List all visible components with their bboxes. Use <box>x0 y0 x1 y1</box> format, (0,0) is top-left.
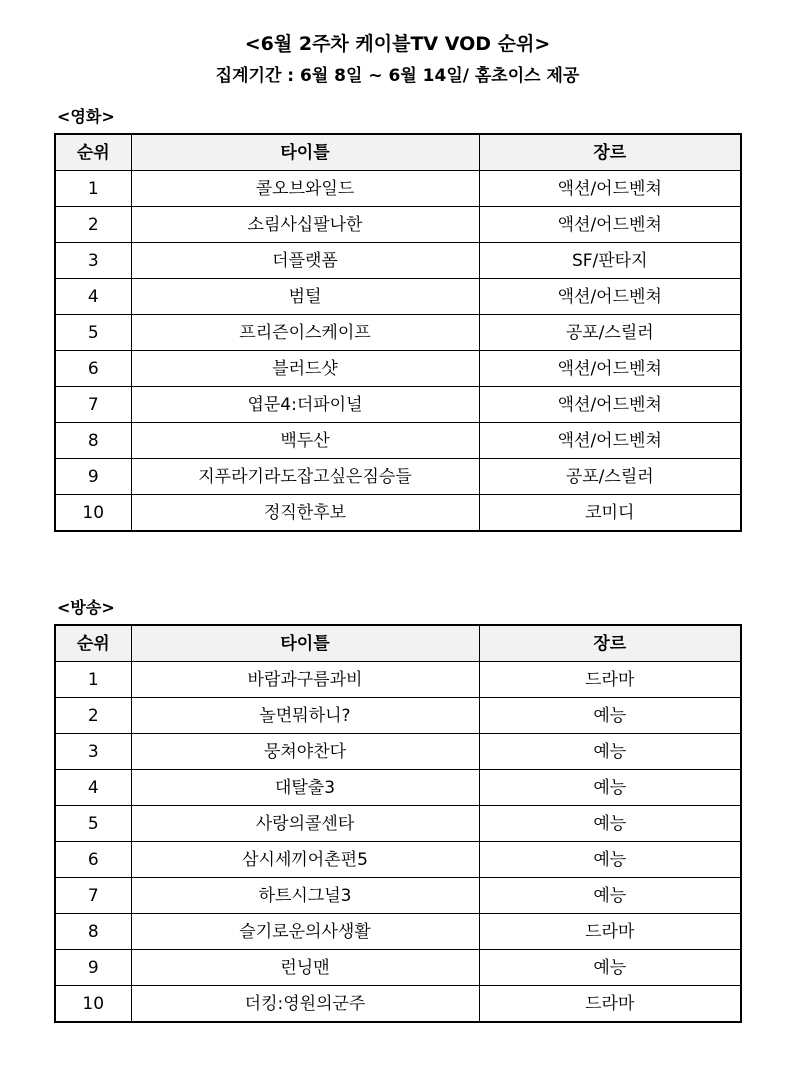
table-row <box>55 842 741 878</box>
rank-cell: 5 <box>55 315 131 351</box>
table-row <box>55 950 741 986</box>
table-row <box>55 662 741 698</box>
genre-cell: 액션/어드벤쳐 <box>479 351 741 387</box>
title-cell: 더킹:영원의군주 <box>131 986 479 1023</box>
table-row <box>55 734 741 770</box>
title-cell: 런닝맨 <box>131 950 479 986</box>
title-cell: 엽문4:더파이널 <box>131 387 479 423</box>
table-header-row <box>55 625 741 662</box>
title-cell: 사랑의콜센타 <box>131 806 479 842</box>
title-cell: 콜오브와일드 <box>131 171 479 207</box>
movie-table-body <box>55 171 741 532</box>
genre-cell: 코미디 <box>479 495 741 532</box>
rank-cell: 2 <box>55 207 131 243</box>
rank-cell: 3 <box>55 734 131 770</box>
title-cell: 블러드샷 <box>131 351 479 387</box>
title-cell: 하트시그널3 <box>131 878 479 914</box>
column-header-rank: 순위 <box>55 625 131 662</box>
rank-cell: 7 <box>55 878 131 914</box>
table-row <box>55 806 741 842</box>
title-cell: 대탈출3 <box>131 770 479 806</box>
title-cell: 더플랫폼 <box>131 243 479 279</box>
genre-cell: 드라마 <box>479 662 741 698</box>
column-header-title: 타이틀 <box>131 625 479 662</box>
table-row <box>55 495 741 532</box>
table-row <box>55 207 741 243</box>
genre-cell: 예능 <box>479 770 741 806</box>
genre-cell: 액션/어드벤쳐 <box>479 423 741 459</box>
rank-cell: 9 <box>55 950 131 986</box>
genre-cell: 예능 <box>479 806 741 842</box>
genre-cell: 예능 <box>479 698 741 734</box>
page-subtitle: 집계기간 : 6월 8일 ~ 6월 14일/ 홈초이스 제공 <box>215 66 580 86</box>
table-row <box>55 351 741 387</box>
rank-cell: 4 <box>55 279 131 315</box>
title-cell: 범털 <box>131 279 479 315</box>
table-row <box>55 279 741 315</box>
title-cell: 삼시세끼어촌편5 <box>131 842 479 878</box>
rank-cell: 10 <box>55 495 131 532</box>
table-row <box>55 878 741 914</box>
movie-ranking-table <box>54 133 742 532</box>
page-title: <6월 2주차 케이블TV VOD 순위> <box>244 33 551 55</box>
rank-cell: 8 <box>55 423 131 459</box>
genre-cell: 공포/스릴러 <box>479 459 741 495</box>
table-row <box>55 459 741 495</box>
genre-cell: 예능 <box>479 734 741 770</box>
column-header-genre: 장르 <box>479 625 741 662</box>
table-row <box>55 423 741 459</box>
rank-cell: 1 <box>55 171 131 207</box>
broadcast-section-label: <방송> <box>57 598 115 617</box>
title-cell: 프리즌이스케이프 <box>131 315 479 351</box>
table-row <box>55 171 741 207</box>
table-row <box>55 986 741 1023</box>
title-cell: 바람과구름과비 <box>131 662 479 698</box>
genre-cell: 드라마 <box>479 986 741 1023</box>
genre-cell: 예능 <box>479 950 741 986</box>
genre-cell: 액션/어드벤쳐 <box>479 171 741 207</box>
genre-cell: 드라마 <box>479 914 741 950</box>
table-row <box>55 243 741 279</box>
genre-cell: SF/판타지 <box>479 243 741 279</box>
table-row <box>55 914 741 950</box>
rank-cell: 10 <box>55 986 131 1023</box>
table-row <box>55 387 741 423</box>
column-header-genre: 장르 <box>479 134 741 171</box>
title-cell: 뭉쳐야찬다 <box>131 734 479 770</box>
rank-cell: 3 <box>55 243 131 279</box>
rank-cell: 4 <box>55 770 131 806</box>
column-header-rank: 순위 <box>55 134 131 171</box>
genre-cell: 예능 <box>479 878 741 914</box>
rank-cell: 6 <box>55 351 131 387</box>
rank-cell: 8 <box>55 914 131 950</box>
title-cell: 슬기로운의사생활 <box>131 914 479 950</box>
movie-section-label: <영화> <box>57 107 115 126</box>
genre-cell: 예능 <box>479 842 741 878</box>
title-cell: 소림사십팔나한 <box>131 207 479 243</box>
rank-cell: 6 <box>55 842 131 878</box>
genre-cell: 공포/스릴러 <box>479 315 741 351</box>
genre-cell: 액션/어드벤쳐 <box>479 207 741 243</box>
rank-cell: 9 <box>55 459 131 495</box>
rank-cell: 7 <box>55 387 131 423</box>
genre-cell: 액션/어드벤쳐 <box>479 279 741 315</box>
rank-cell: 5 <box>55 806 131 842</box>
column-header-title: 타이틀 <box>131 134 479 171</box>
table-header-row <box>55 134 741 171</box>
table-row <box>55 315 741 351</box>
title-cell: 지푸라기라도잡고싶은짐승들 <box>131 459 479 495</box>
title-cell: 놀면뭐하니? <box>131 698 479 734</box>
broadcast-ranking-table <box>54 624 742 1023</box>
genre-cell: 액션/어드벤쳐 <box>479 387 741 423</box>
rank-cell: 1 <box>55 662 131 698</box>
rank-cell: 2 <box>55 698 131 734</box>
title-cell: 백두산 <box>131 423 479 459</box>
broadcast-table-body <box>55 662 741 1023</box>
title-cell: 정직한후보 <box>131 495 479 532</box>
table-row <box>55 770 741 806</box>
table-row <box>55 698 741 734</box>
